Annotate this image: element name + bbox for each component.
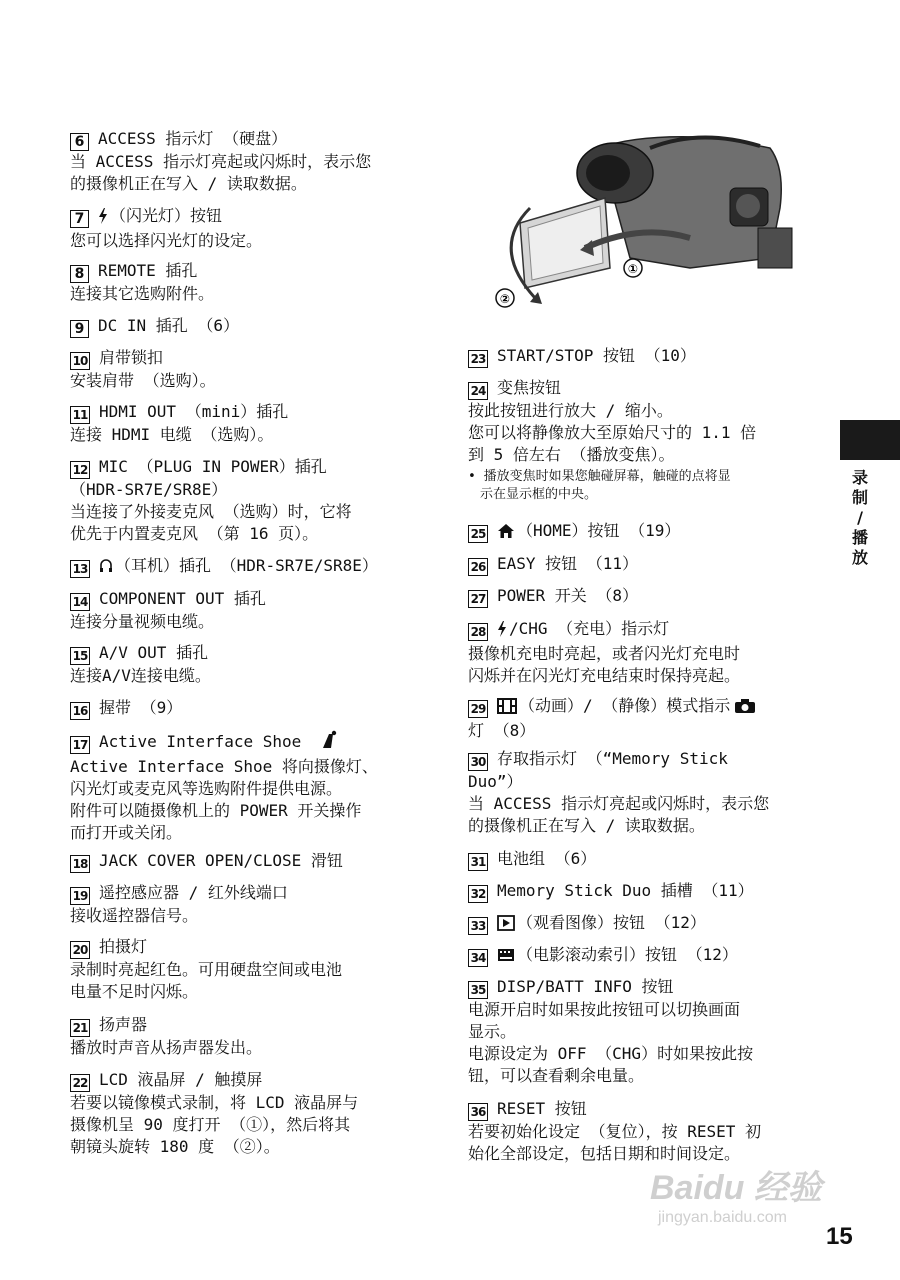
item-number: 10 <box>70 352 90 370</box>
item-22 <box>70 1069 420 1158</box>
item-11 <box>70 401 420 446</box>
item-title: 变焦按钮 <box>497 378 562 397</box>
item-21 <box>70 1014 420 1059</box>
item-title: （电影滚动索引）按钮 （12） <box>517 945 738 964</box>
item-20 <box>70 936 420 1003</box>
callout-1: ① <box>627 262 639 276</box>
item-number: 26 <box>468 558 488 576</box>
item-number: 15 <box>70 647 90 665</box>
item-title: LCD 液晶屏 / 触摸屏 <box>99 1070 263 1089</box>
item-title: （HOME）按钮 （19） <box>517 521 681 540</box>
item-title: EASY 按钮 （11） <box>497 554 639 573</box>
item-31 <box>468 848 818 871</box>
item-body: 摄像机充电时亮起，或者闪光灯充电时 闪烁并在闪光灯充电结束时保持亮起。 <box>468 644 741 685</box>
item-32 <box>468 880 818 903</box>
item-number: 13 <box>70 560 90 578</box>
item-title: REMOTE 插孔 <box>98 261 198 280</box>
item-27 <box>468 585 818 608</box>
item-title: 拍摄灯 <box>99 937 148 956</box>
baidu-watermark: Baidu 经验 jingyan.baidu.com <box>650 1169 822 1226</box>
item-number: 17 <box>70 736 90 754</box>
item-number: 19 <box>70 887 90 905</box>
item-16 <box>70 697 420 720</box>
item-title: A/V OUT 插孔 <box>99 643 209 662</box>
item-number: 21 <box>70 1019 90 1037</box>
item-number: 9 <box>70 320 89 338</box>
item-body: 电源开启时如果按此按钮可以切换画面 显示。 电源设定为 OFF （CHG）时如果按此按 钮，可以查看剩余电量。 <box>468 1000 754 1085</box>
film-roll-index-icon <box>497 947 515 969</box>
item-number: 11 <box>70 406 90 424</box>
item-number: 16 <box>70 702 90 720</box>
item-title: Active Interface Shoe <box>99 732 302 751</box>
item-number: 35 <box>468 981 488 999</box>
item-title: Memory Stick Duo 插槽 （11） <box>497 881 754 900</box>
item-title: DC IN 插孔 （6） <box>98 316 240 335</box>
item-number: 14 <box>70 593 90 611</box>
section-tab <box>840 420 900 460</box>
item-number: 24 <box>468 382 488 400</box>
home-icon <box>497 523 515 545</box>
item-18 <box>70 850 420 873</box>
item-body: 连接 HDMI 电缆 （选购）。 <box>70 425 274 444</box>
item-24 <box>468 377 818 504</box>
item-title: HDMI OUT （mini）插孔 <box>99 402 289 421</box>
item-number: 25 <box>468 525 488 543</box>
item-28 <box>468 618 818 687</box>
item-title: JACK COVER OPEN/CLOSE 滑钮 <box>99 851 343 870</box>
item-10 <box>70 347 420 392</box>
item-26 <box>468 553 818 576</box>
item-17 <box>70 730 420 844</box>
item-body: 当 ACCESS 指示灯亮起或闪烁时，表示您 的摄像机正在写入 / 读取数据。 <box>70 152 372 193</box>
item-number: 23 <box>468 350 488 368</box>
item-title: （耳机）插孔 （HDR-SR7E/SR8E） <box>115 556 378 575</box>
item-title: DISP/BATT INFO 按钮 <box>497 977 674 996</box>
item-body: 播放时声音从扬声器发出。 <box>70 1038 263 1057</box>
item-body: 连接其它选购附件。 <box>70 284 215 303</box>
item-title: 电池组 （6） <box>497 849 597 868</box>
item-body: 接收遥控器信号。 <box>70 906 199 925</box>
item-note: • 播放变焦时如果您触碰屏幕，触碰的点将显 示在显示框的中央。 <box>468 469 731 502</box>
item-body: （HDR-SR7E/SR8E） 当连接了外接麦克风 （选购）时，它将 优先于内置麦克风 （第 16 页）。 <box>70 480 352 543</box>
item-body: 连接分量视频电缆。 <box>70 612 215 631</box>
item-25 <box>468 520 818 545</box>
item-title: RESET 按钮 <box>497 1099 587 1118</box>
item-number: 32 <box>468 885 488 903</box>
play-icon <box>497 915 515 937</box>
item-12 <box>70 456 420 545</box>
item-number: 27 <box>468 590 488 608</box>
headphones-icon <box>99 558 113 580</box>
item-body: 连接A/V连接电缆。 <box>70 666 211 685</box>
item-title: （观看图像）按钮 （12） <box>517 913 706 932</box>
item-title: 存取指示灯 （“Memory Stick <box>497 749 728 768</box>
item-35 <box>468 976 818 1087</box>
item-23 <box>468 345 818 368</box>
item-number: 22 <box>70 1074 90 1092</box>
flash-icon <box>497 621 507 643</box>
item-title: 扬声器 <box>99 1015 148 1034</box>
item-title: 握带 （9） <box>99 698 183 717</box>
item-number: 8 <box>70 265 89 283</box>
item-title: COMPONENT OUT 插孔 <box>99 589 266 608</box>
item-body: Active Interface Shoe 将向摄像灯、 闪光灯或麦克风等选购附件提供电源。 附件可以随摄像机上的 POWER 开关操作 而打开或关闭。 <box>70 757 378 842</box>
item-body: 灯 （8） <box>468 721 536 740</box>
item-title: MIC （PLUG IN POWER）插孔 <box>99 457 327 476</box>
flash-icon <box>98 208 108 230</box>
item-9 <box>70 315 420 338</box>
camcorder-illustration <box>490 128 820 308</box>
item-number: 33 <box>468 917 488 935</box>
item-number: 28 <box>468 623 488 641</box>
item-8 <box>70 260 420 305</box>
item-body: 安装肩带 （选购）。 <box>70 371 216 390</box>
film-icon <box>497 698 517 720</box>
item-19 <box>70 882 420 927</box>
page-number: 15 <box>826 1223 853 1250</box>
item-title: /CHG （充电）指示灯 <box>509 619 670 638</box>
callout-2: ② <box>499 292 511 306</box>
item-number: 29 <box>468 700 488 718</box>
item-title: START/STOP 按钮 （10） <box>497 346 696 365</box>
item-33 <box>468 912 818 937</box>
item-body: 录制时亮起红色。可用硬盘空间或电池 电量不足时闪烁。 <box>70 960 343 1001</box>
item-body: 您可以选择闪光灯的设定。 <box>70 231 263 250</box>
active-interface-shoe-logo <box>321 730 401 756</box>
item-title: POWER 开关 （8） <box>497 586 639 605</box>
item-title: ACCESS 指示灯 （硬盘） <box>98 129 288 148</box>
item-title: 肩带锁扣 <box>99 348 164 367</box>
item-30 <box>468 748 818 837</box>
item-15 <box>70 642 420 687</box>
item-title: 遥控感应器 / 红外线端口 <box>99 883 288 902</box>
item-13 <box>70 555 420 580</box>
item-29 <box>468 695 818 742</box>
item-body: 按此按钮进行放大 / 缩小。 您可以将静像放大至原始尺寸的 1.1 倍 到 5 倍左右 （播放变焦）。 <box>468 401 757 464</box>
item-36 <box>468 1098 818 1165</box>
item-title: （动画）/ （静像）模式指示 <box>519 696 731 715</box>
item-number: 36 <box>468 1103 488 1121</box>
item-body: 若要以镜像模式录制，将 LCD 液晶屏与 摄像机呈 90 度打开 （①），然后将其 朝镜头旋转 180 度 （②）。 <box>70 1093 359 1156</box>
item-body: 若要初始化设定 （复位），按 RESET 初 始化全部设定，包括日期和时间设定。 <box>468 1122 762 1163</box>
item-number: 12 <box>70 461 90 479</box>
item-number: 30 <box>468 753 488 771</box>
item-number: 34 <box>468 949 488 967</box>
item-body: Duo”） 当 ACCESS 指示灯亮起或闪烁时，表示您 的摄像机正在写入 / 读取数据。 <box>468 772 770 835</box>
item-title: （闪光灯）按钮 <box>110 206 223 225</box>
item-number: 7 <box>70 210 89 228</box>
item-number: 20 <box>70 941 90 959</box>
item-number: 6 <box>70 133 89 151</box>
item-7 <box>70 205 420 252</box>
item-6 <box>70 128 420 195</box>
item-number: 31 <box>468 853 488 871</box>
item-number: 18 <box>70 855 90 873</box>
item-14 <box>70 588 420 633</box>
item-34 <box>468 944 818 969</box>
section-tab-label: 录 制 / 播 放 <box>851 468 868 567</box>
camera-icon <box>734 698 756 720</box>
